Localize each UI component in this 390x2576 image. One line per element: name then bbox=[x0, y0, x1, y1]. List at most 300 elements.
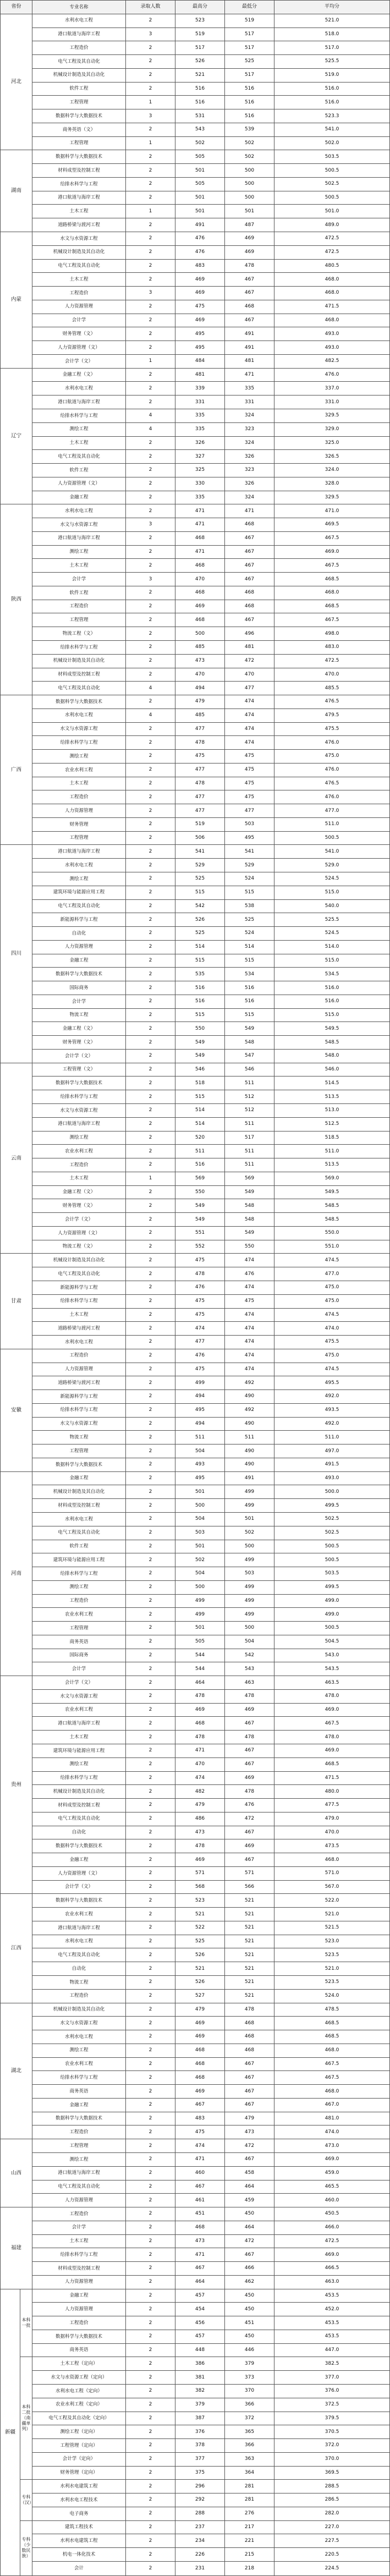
enrolled-count-cell: 2 bbox=[126, 504, 175, 518]
min-score-cell: 566 bbox=[225, 1880, 274, 1894]
table-row bbox=[1, 1553, 390, 1567]
table-row bbox=[1, 1403, 390, 1417]
major-name-cell: 工程管理（定向） bbox=[32, 2439, 126, 2453]
major-name-cell: 金融工程 bbox=[32, 491, 126, 504]
enrolled-count-cell: 2 bbox=[126, 790, 175, 804]
avg-score-cell: 460.0 bbox=[274, 2194, 390, 2207]
major-name-cell: 金融工程 bbox=[32, 2289, 126, 2303]
max-score-cell: 515 bbox=[175, 1008, 225, 1022]
enrolled-count-cell: 2 bbox=[126, 531, 175, 545]
table-row bbox=[1, 409, 390, 422]
min-score-cell: 524 bbox=[225, 927, 274, 941]
max-score-cell: 474 bbox=[175, 2139, 225, 2153]
major-name-cell: 人力资源管理 bbox=[32, 300, 126, 314]
table-row bbox=[1, 2044, 390, 2057]
table-row bbox=[1, 2493, 390, 2507]
major-name-cell: 给排水科学与工程 bbox=[32, 409, 126, 422]
max-score-cell: 376 bbox=[175, 2425, 225, 2439]
table-row bbox=[1, 1540, 390, 1553]
table-row bbox=[1, 1635, 390, 1649]
province-cell: 新疆 bbox=[1, 2289, 20, 2575]
major-name-cell: 人力资源管理 bbox=[32, 2303, 126, 2316]
min-score-cell: 502 bbox=[225, 150, 274, 164]
max-score-cell: 470 bbox=[175, 573, 225, 586]
max-score-cell: 471 bbox=[175, 2248, 225, 2262]
table-row bbox=[1, 1485, 390, 1499]
enrolled-count-cell: 2 bbox=[126, 1731, 175, 1744]
avg-score-cell: 469.0 bbox=[274, 545, 390, 559]
table-row bbox=[1, 2003, 390, 2017]
major-name-cell: 金融工程（文） bbox=[32, 368, 126, 382]
major-name-cell: 工程造价 bbox=[32, 1989, 126, 2003]
major-name-cell: 水利水电工程 bbox=[32, 1935, 126, 1948]
max-score-cell: 475 bbox=[175, 1254, 225, 1267]
max-score-cell: 501 bbox=[175, 191, 225, 205]
max-score-cell: 292 bbox=[175, 2493, 225, 2507]
avg-score-cell: 523.3 bbox=[274, 109, 390, 123]
max-score-cell: 471 bbox=[175, 2152, 225, 2166]
avg-score-cell: 476.5 bbox=[274, 695, 390, 709]
table-row bbox=[1, 2098, 390, 2112]
major-name-cell: 金融工程（文） bbox=[32, 1022, 126, 1036]
max-score-cell: 501 bbox=[175, 1622, 225, 1635]
table-row bbox=[1, 940, 390, 954]
table-row bbox=[1, 968, 390, 981]
table-row bbox=[1, 586, 390, 600]
table-row bbox=[1, 1458, 390, 1471]
min-score-cell: 477 bbox=[225, 804, 274, 818]
major-name-cell: 给排水科学与工程 bbox=[32, 2248, 126, 2262]
table-row bbox=[1, 695, 390, 709]
major-name-cell: 农业水利工程 bbox=[32, 1608, 126, 1622]
major-name-cell: 给排水科学与工程 bbox=[32, 177, 126, 191]
enrolled-count-cell: 2 bbox=[126, 273, 175, 287]
major-name-cell: 电气工程及其自动化 bbox=[32, 1812, 126, 1826]
min-score-cell: 503 bbox=[225, 1567, 274, 1581]
major-name-cell: 会计学 bbox=[32, 995, 126, 1008]
avg-score-cell: 549.5 bbox=[274, 1022, 390, 1036]
max-score-cell: 387 bbox=[175, 2412, 225, 2425]
province-cell: 湖南 bbox=[1, 150, 32, 232]
avg-score-cell: 376.0 bbox=[274, 2384, 390, 2398]
avg-score-cell: 467.5 bbox=[274, 613, 390, 627]
major-name-cell: 给排水科学与工程 bbox=[32, 1090, 126, 1104]
enrolled-count-cell: 2 bbox=[126, 1199, 175, 1213]
major-name-cell: 金融工程 bbox=[32, 1471, 126, 1485]
enrolled-count-cell: 2 bbox=[126, 491, 175, 504]
avg-score-cell: 370.5 bbox=[274, 2425, 390, 2439]
major-name-cell: 测绘工程 bbox=[32, 872, 126, 886]
enrolled-count-cell: 2 bbox=[126, 1785, 175, 1799]
avg-score-cell: 482.5 bbox=[274, 354, 390, 368]
enrolled-count-cell: 2 bbox=[126, 2262, 175, 2276]
major-name-cell: 人力资源管理 bbox=[32, 2275, 126, 2289]
min-score-cell: 478 bbox=[225, 1785, 274, 1799]
table-row bbox=[1, 314, 390, 327]
enrolled-count-cell: 2 bbox=[126, 177, 175, 191]
table-row bbox=[1, 2466, 390, 2480]
max-score-cell: 571 bbox=[175, 1866, 225, 1880]
max-score-cell: 478 bbox=[175, 736, 225, 750]
table-row bbox=[1, 232, 390, 246]
min-score-cell: 511 bbox=[225, 1117, 274, 1131]
min-score-cell: 521 bbox=[225, 1894, 274, 1908]
avg-score-cell: 516.0 bbox=[274, 96, 390, 109]
major-name-cell: 物流工程（文） bbox=[32, 1240, 126, 1254]
min-score-cell: 469 bbox=[225, 245, 274, 259]
min-score-cell: 379 bbox=[225, 2357, 274, 2371]
avg-score-cell: 502.5 bbox=[274, 177, 390, 191]
major-name-cell: 工程造价 bbox=[32, 287, 126, 300]
min-score-cell: 474 bbox=[225, 1281, 274, 1294]
major-name-cell: 财务管理（文） bbox=[32, 1199, 126, 1213]
major-name-cell: 物流工程 bbox=[32, 1008, 126, 1022]
max-score-cell: 475 bbox=[175, 1294, 225, 1308]
table-row bbox=[1, 1036, 390, 1050]
min-score-cell: 512 bbox=[225, 1104, 274, 1118]
table-row bbox=[1, 1499, 390, 1513]
avg-score-cell: 463.0 bbox=[274, 2275, 390, 2289]
min-score-cell: 464 bbox=[225, 2180, 274, 2194]
min-score-cell: 516 bbox=[225, 96, 274, 109]
enrolled-count-cell: 2 bbox=[126, 1471, 175, 1485]
table-row bbox=[1, 2234, 390, 2248]
table-row bbox=[1, 750, 390, 764]
major-name-cell: 国际商务 bbox=[32, 1649, 126, 1662]
table-row bbox=[1, 205, 390, 218]
enrolled-count-cell: 2 bbox=[126, 55, 175, 69]
enrolled-count-cell: 2 bbox=[126, 2112, 175, 2125]
min-score-cell: 519 bbox=[225, 14, 274, 28]
major-name-cell: 给排水科学与工程 bbox=[32, 1294, 126, 1308]
table-row bbox=[1, 341, 390, 355]
min-score-cell: 324 bbox=[225, 491, 274, 504]
table-row bbox=[1, 150, 390, 164]
min-score-cell: 490 bbox=[225, 1458, 274, 1471]
table-row bbox=[1, 2248, 390, 2262]
province-header: 省份 bbox=[1, 1, 32, 14]
enrolled-count-cell: 2 bbox=[126, 981, 175, 995]
major-name-cell: 工程造价 bbox=[32, 41, 126, 55]
min-score-cell: 516 bbox=[225, 995, 274, 1008]
min-score-cell: 521 bbox=[225, 1921, 274, 1935]
major-name-cell: 农业水利工程 bbox=[32, 763, 126, 777]
min-score-cell: 499 bbox=[225, 1580, 274, 1594]
major-name-cell: 水利水电工程 bbox=[32, 1512, 126, 1526]
max-score-cell: 468 bbox=[175, 613, 225, 627]
avg-score-cell: 479.0 bbox=[274, 1812, 390, 1826]
table-row bbox=[1, 1390, 390, 1404]
min-score-cell: 468 bbox=[225, 2030, 274, 2044]
table-row bbox=[1, 531, 390, 545]
table-row bbox=[1, 1267, 390, 1281]
enrolled-count-cell: 2 bbox=[126, 1812, 175, 1826]
max-score-cell: 331 bbox=[175, 396, 225, 409]
major-name-cell: 会计学 bbox=[32, 573, 126, 586]
min-score-cell: 571 bbox=[225, 1866, 274, 1880]
min-score-cell: 467 bbox=[225, 559, 274, 573]
table-row bbox=[1, 2275, 390, 2289]
avg-score-cell: 382.5 bbox=[274, 2357, 390, 2371]
avg-score-cell: 497.0 bbox=[274, 1444, 390, 1458]
min-score-cell: 463 bbox=[225, 1676, 274, 1690]
avg-score-cell: 514.0 bbox=[274, 940, 390, 954]
max-score-cell: 327 bbox=[175, 450, 225, 464]
max-score-cell: 325 bbox=[175, 464, 225, 477]
avg-score-cell: 473.5 bbox=[274, 1839, 390, 1853]
enrolled-count-cell: 2 bbox=[126, 1962, 175, 1976]
avg-score-cell: 475.0 bbox=[274, 750, 390, 764]
min-score-cell: 450 bbox=[225, 2289, 274, 2303]
table-row bbox=[1, 1976, 390, 1990]
avg-score-cell: 467.5 bbox=[274, 531, 390, 545]
province-cell: 内蒙 bbox=[1, 232, 32, 369]
major-name-cell: 农业水利工程 bbox=[32, 1145, 126, 1158]
enrolled-count-cell: 3 bbox=[126, 573, 175, 586]
table-row bbox=[1, 981, 390, 995]
avg-score-cell: 471.0 bbox=[274, 504, 390, 518]
table-row bbox=[1, 1744, 390, 1758]
avg-score-cell: 467.5 bbox=[274, 1717, 390, 1731]
major-name-cell: 材料成型及控制工程 bbox=[32, 1799, 126, 1812]
min-score-cell: 215 bbox=[225, 2548, 274, 2562]
max-score-cell: 464 bbox=[175, 1676, 225, 1690]
min-score-cell: 569 bbox=[225, 1172, 274, 1185]
table-row bbox=[1, 927, 390, 941]
max-score-cell: 469 bbox=[175, 287, 225, 300]
avg-score-cell: 517.0 bbox=[274, 41, 390, 55]
avg-score-cell: 324.0 bbox=[274, 464, 390, 477]
table-row bbox=[1, 41, 390, 55]
enrolled-count-cell: 2 bbox=[126, 1989, 175, 2003]
enrolled-count-cell: 3 bbox=[126, 109, 175, 123]
table-row bbox=[1, 1349, 390, 1363]
table-row bbox=[1, 2017, 390, 2030]
table-row bbox=[1, 845, 390, 859]
enrolled-count-cell: 2 bbox=[126, 1717, 175, 1731]
min-score-cell: 468 bbox=[225, 600, 274, 613]
enrolled-count-cell: 2 bbox=[126, 695, 175, 709]
avg-score-cell: 518.0 bbox=[274, 28, 390, 41]
avg-score-cell: 548.5 bbox=[274, 1213, 390, 1227]
enrolled-count-cell: 2 bbox=[126, 1499, 175, 1513]
avg-score-cell: 571.0 bbox=[274, 1866, 390, 1880]
min-score-cell: 467 bbox=[225, 531, 274, 545]
min-score-cell: 546 bbox=[225, 1063, 274, 1076]
min-score-cell: 467 bbox=[225, 1853, 274, 1867]
table-row bbox=[1, 273, 390, 287]
enrolled-count-cell: 4 bbox=[126, 409, 175, 422]
max-score-cell: 478 bbox=[175, 1731, 225, 1744]
table-row bbox=[1, 708, 390, 722]
major-name-cell: 建筑工程技术 bbox=[32, 2520, 126, 2534]
major-name-cell: 工程管理 bbox=[32, 136, 126, 150]
enrolled-count-cell: 2 bbox=[126, 245, 175, 259]
table-row bbox=[1, 2439, 390, 2453]
enrolled-count-cell: 2 bbox=[126, 1540, 175, 1553]
avg-score-cell: 468.5 bbox=[274, 1757, 390, 1771]
enrolled-count-cell: 2 bbox=[126, 2030, 175, 2044]
min-score-cell: 323 bbox=[225, 464, 274, 477]
enrolled-count-cell: 2 bbox=[126, 640, 175, 654]
min-score-cell: 502 bbox=[225, 1526, 274, 1540]
min-score-cell: 370 bbox=[225, 2384, 274, 2398]
avg-score-cell: 525.5 bbox=[274, 913, 390, 927]
avg-score-cell: 475.5 bbox=[274, 1336, 390, 1349]
major-name-cell: 水文与水资源工程 bbox=[32, 2017, 126, 2030]
max-score-cell: 527 bbox=[175, 1989, 225, 2003]
max-score-cell: 475 bbox=[175, 300, 225, 314]
major-name-cell: 港口航道与海岸工程 bbox=[32, 1921, 126, 1935]
avg-score-cell: 500.5 bbox=[274, 1540, 390, 1553]
major-name-cell: 工程造价 bbox=[32, 1349, 126, 1363]
min-score-cell: 450 bbox=[225, 2303, 274, 2316]
min-score-cell: 478 bbox=[225, 2003, 274, 2017]
max-score-cell: 535 bbox=[175, 968, 225, 981]
min-score-cell: 511 bbox=[225, 1076, 274, 1090]
table-row bbox=[1, 2316, 390, 2330]
major-name-cell: 电子商务 bbox=[32, 2507, 126, 2520]
min-score-cell: 517 bbox=[225, 28, 274, 41]
major-name-cell: 机械设计制造及其自动化 bbox=[32, 1254, 126, 1267]
min-score-cell: 515 bbox=[225, 954, 274, 968]
avg-score-cell: 477.0 bbox=[274, 804, 390, 818]
avg-score-cell: 476.0 bbox=[274, 763, 390, 777]
min-score-cell: 467 bbox=[225, 287, 274, 300]
avg-score-cell: 463.5 bbox=[274, 1676, 390, 1690]
avg-score-cell: 467.5 bbox=[274, 2057, 390, 2071]
major-name-cell: 港口航道与海岸工程 bbox=[32, 396, 126, 409]
table-row bbox=[1, 1826, 390, 1839]
table-row bbox=[1, 1363, 390, 1376]
min-score-cell: 479 bbox=[225, 2112, 274, 2125]
min-score-cell: 515 bbox=[225, 886, 274, 899]
table-row bbox=[1, 382, 390, 396]
enrolled-count-cell: 1 bbox=[126, 205, 175, 218]
enrolled-count-cell: 2 bbox=[126, 1512, 175, 1526]
major-name-cell: 工程管理 bbox=[32, 613, 126, 627]
avg-score-cell: 493.5 bbox=[274, 1403, 390, 1417]
enrolled-count-cell: 2 bbox=[126, 2330, 175, 2343]
enrolled-count-cell: 2 bbox=[126, 1036, 175, 1050]
avg-score-cell: 325.0 bbox=[274, 436, 390, 450]
min-score-cell: 472 bbox=[225, 2139, 274, 2153]
table-row bbox=[1, 1213, 390, 1227]
avg-score-cell: 474.0 bbox=[274, 1322, 390, 1336]
major-name-cell: 建筑环境与能源应用工程 bbox=[32, 1744, 126, 1758]
province-cell: 河北 bbox=[1, 14, 32, 150]
min-score-cell: 500 bbox=[225, 164, 274, 178]
major-name-cell: 财务管理（文） bbox=[32, 1036, 126, 1050]
max-score-cell: 486 bbox=[175, 1812, 225, 1826]
min-score-cell: 326 bbox=[225, 477, 274, 491]
table-row bbox=[1, 1662, 390, 1676]
enrolled-count-cell: 2 bbox=[126, 1567, 175, 1581]
max-score-cell: 505 bbox=[175, 1635, 225, 1649]
min-score-cell: 470 bbox=[225, 668, 274, 682]
max-score-cell: 339 bbox=[175, 382, 225, 396]
max-score-cell: 515 bbox=[175, 886, 225, 899]
table-row bbox=[1, 1799, 390, 1812]
table-row bbox=[1, 245, 390, 259]
max-score-cell: 494 bbox=[175, 682, 225, 695]
max-score-cell: 382 bbox=[175, 2384, 225, 2398]
min-score-cell: 468 bbox=[225, 2044, 274, 2057]
avg-score-cell: 501.0 bbox=[274, 205, 390, 218]
avg-score-cell: 524.5 bbox=[274, 872, 390, 886]
major-name-cell: 会计 bbox=[32, 2561, 126, 2575]
enrolled-count-cell: 2 bbox=[126, 2057, 175, 2071]
major-name-cell: 水文与水资源工程 bbox=[32, 1104, 126, 1118]
avg-score-cell: 516.0 bbox=[274, 82, 390, 96]
avg-score-cell: 475.0 bbox=[274, 1349, 390, 1363]
min-score-cell: 472 bbox=[225, 1812, 274, 1826]
table-row bbox=[1, 1117, 390, 1131]
major-name-cell: 会计学（文） bbox=[32, 1880, 126, 1894]
avg-score-cell: 476.0 bbox=[274, 736, 390, 750]
table-row bbox=[1, 1866, 390, 1880]
enrolled-count-cell: 2 bbox=[126, 1049, 175, 1063]
max-score-cell: 525 bbox=[175, 1935, 225, 1948]
enrolled-count-cell: 2 bbox=[126, 1622, 175, 1635]
enrolled-count-cell: 2 bbox=[126, 1608, 175, 1622]
enrolled-count-cell: 2 bbox=[126, 1948, 175, 1962]
max-score-cell: 326 bbox=[175, 436, 225, 450]
major-name-cell: 测绘工程 bbox=[32, 2044, 126, 2057]
enrolled-count-cell: 2 bbox=[126, 2480, 175, 2493]
major-name-cell: 财务管理 bbox=[32, 817, 126, 831]
major-name-cell: 机械设计制造及其自动化 bbox=[32, 654, 126, 668]
enrolled-count-cell: 2 bbox=[126, 2452, 175, 2466]
enrolled-count-cell: 2 bbox=[126, 232, 175, 246]
avg-score-cell: 474.0 bbox=[274, 2125, 390, 2139]
min-score-cell: 477 bbox=[225, 682, 274, 695]
enrolled-count-cell: 2 bbox=[126, 1145, 175, 1158]
max-score-cell: 476 bbox=[175, 1349, 225, 1363]
max-score-cell: 468 bbox=[175, 559, 225, 573]
major-name-cell: 金融工程 bbox=[32, 1853, 126, 1867]
max-score-cell: 477 bbox=[175, 790, 225, 804]
table-row bbox=[1, 1226, 390, 1240]
table-row bbox=[1, 2289, 390, 2303]
enrolled-count-cell: 2 bbox=[126, 1336, 175, 1349]
avg-score-cell: 541.0 bbox=[274, 123, 390, 136]
major-name-cell: 会计学（文） bbox=[32, 1676, 126, 1690]
enrolled-count-cell: 2 bbox=[126, 2194, 175, 2207]
major-name-cell: 电气工程及其自动化 bbox=[32, 1948, 126, 1962]
major-name-cell: 自动化 bbox=[32, 1826, 126, 1839]
enrolled-count-cell: 2 bbox=[126, 1363, 175, 1376]
avg-score-cell: 548.5 bbox=[274, 1199, 390, 1213]
min-score-cell: 478 bbox=[225, 1689, 274, 1703]
category-cell: 专科（少数民族） bbox=[20, 2520, 32, 2575]
table-row bbox=[1, 2085, 390, 2099]
enrolled-count-cell: 2 bbox=[126, 777, 175, 790]
max-score-cell: 231 bbox=[175, 2561, 225, 2575]
avg-score-cell: 472.5 bbox=[274, 245, 390, 259]
min-score-cell: 541 bbox=[225, 845, 274, 859]
min-score-cell: 549 bbox=[225, 1185, 274, 1199]
min-score-cell: 281 bbox=[225, 2493, 274, 2507]
enrolled-count-cell: 2 bbox=[126, 722, 175, 736]
table-row bbox=[1, 1703, 390, 1717]
table-row bbox=[1, 1594, 390, 1608]
major-name-cell: 材料成型及控制工程 bbox=[32, 1499, 126, 1513]
avg-score-cell: 372.5 bbox=[274, 2398, 390, 2412]
enrolled-count-cell: 2 bbox=[126, 1376, 175, 1390]
table-row bbox=[1, 559, 390, 573]
avg-score-cell: 369.5 bbox=[274, 2466, 390, 2480]
